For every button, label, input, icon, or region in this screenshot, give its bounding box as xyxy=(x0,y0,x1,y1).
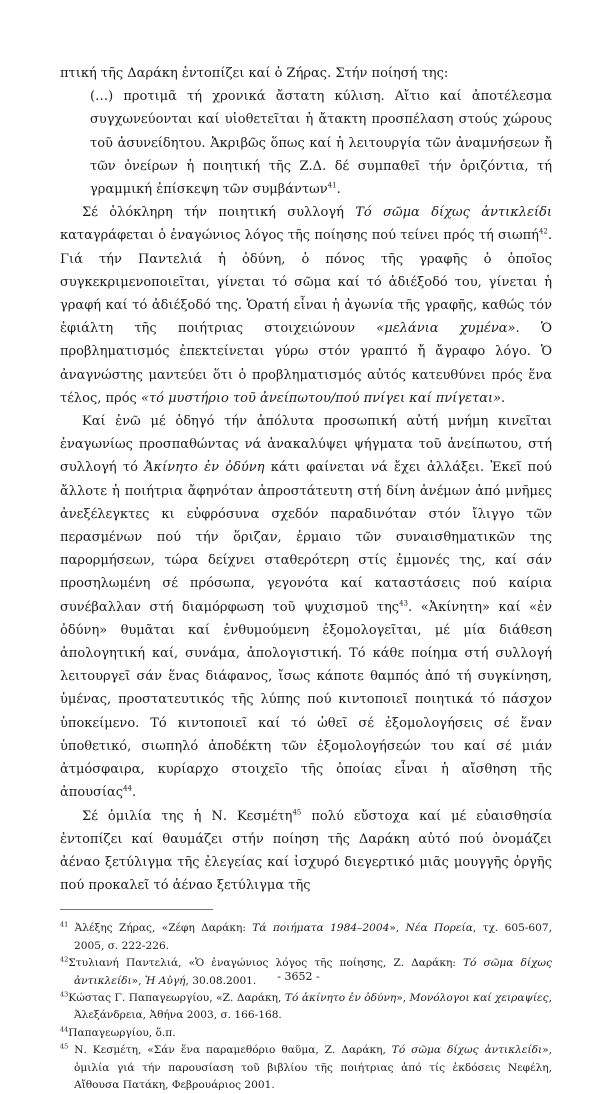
footnote-ref-44: 44 xyxy=(123,784,133,793)
footnote-ref-42: 42 xyxy=(538,228,548,237)
footnote-41: $^{41}$ Ἀλέξης Ζήρας, «Ζέφη Δαράκη: Τά ποιήματα 1984–2004», Νέα Πορεία, τχ. 605-607, 2005, σ. 222-226. xyxy=(60,920,552,952)
paragraph-continuation: πτική τῆς Δαράκη ἐντοπίζει καί ὁ Ζήρας. Στήν ποίησή της: xyxy=(60,66,449,81)
footnote-42: $^{42}$Στυλιανή Παντελιά, «Ὁ ἐναγώνιος λόγος τῆς ποίησης, Ζ. Δαράκη: Τό σῶμα δίχως ἀντικλείδι», Ἡ Αὐγή, 30.08.2001. xyxy=(60,955,552,987)
paragraph-2: Σέ ὁλόκληρη τήν ποιητική συλλογή Τό σῶμα δίχως ἀντικλείδι καταγράφεται ὁ ἐναγώνιος λόγος τῆς ποίησης πού τείνει πρός τή σιωπή$^{42}$. Γιά τήν Παντελιά ἡ ὀδύνη, ὁ πόνος τῆς γραφῆς ὁ ὁποῖος συγκεκριμενοποιεῖται, γίνεται τό σῶμα καί τό ἀδιέξοδό του, γίνεται ἡ γραφή καί τό ἀδιέξοδό της. Ὁρατή εἶναι ἡ ἀγωνία τῆς γραφῆς, καθώς τόν ἐφιάλτη τῆς ποιήτριας στοιχειώνουν «μελάνια χυμένα». Ὁ προβληματισμός ἐπεκτείνεται γύρω στόν γραπτό ἤ ἄγραφο λόγο. Ὁ ἀναγνώστης μαντεύει ὅτι ὁ προβληματισμός αὐτός κατευθύνει πρός ἕνα τέλος, πρός «τό μυστήριο τοῦ ἀνείπωτου/πού πνίγει καί πνίγεται». xyxy=(60,205,553,406)
page-number: - 3652 - xyxy=(277,970,320,983)
paragraph-4: Σέ ὁμιλία της ἡ Ν. Κεσμέτη$^{45}$ πολύ εὔστοχα καί μέ εὐαισθησία ἐντοπίζει καί θαυμάζει στήν ποίηση τῆς Δαράκη αὐτό πού ὀνομάζει ἀέναο ξετύλιγμα τῆς ἐλεγείας καί ἰσχυρό διεγερτικό μιᾶς μουγγῆς ὀργῆς πού προκαλεῖ τό ἀέναο ξετύλιγμα τῆς xyxy=(60,808,552,894)
footnote-divider xyxy=(60,909,213,910)
paragraph-3: Καί ἐνῶ μέ ὁδηγό τήν ἀπόλυτα προσωπική αὐτή μνήμη κινεῖται ἐναγωνίως προσπαθώντας νά ἀνακαλύψει ψήγματα τοῦ ἀνείπωτου, στή συλλογή τό Ἀκίνητο ἐν ὀδύνη κάτι φαίνεται νά ἔχει ἀλλάξει. Ἐκεῖ πού ἄλλοτε ἡ ποιήτρια ἄφηνόταν ἀπροστάτευτη στή δίνη ἀνέμων ἀπό μνῆμες ἀνεξέλεγκτες κι εὐφρόσυνα σχεδόν παραδινόταν στόν ἴλιγγο τῶν περασμένων πού τήν ὅριζαν, ἑρμαιο τῶν συναισθηματικῶν της παρορμήσεων, τώρα δείχνει σταθερότερη στίς ἐμμονές της, καί σάν προσηλωμένη σέ πρόσωπα, γεγονότα καί καταστάσεις πού καίρια συνέβαλλαν στή διαμόρφωση τοῦ ψυχισμοῦ της$^{43}$. «Ἀκίνητη» καί «ἐν ὀδύνη» θυμᾶται καί ἐνθυμούμενη ἐξομολογεῖται, μέ μία διάθεση ἀπολογητική καί, συνάμα, ἀπολογιστική. Τό κάθε ποίημα στή συλλογή λειτουργεῖ σάν ἕνας διάφανος, ἴσως κάποτε θαμπός ἀπό τή συγκίνηση, ὑμένας, προστατευτικός τῆς λύπης πού κιντοποιεῖ ποιητικά τό πάσχον ὑποκείμενο. Τό κιντοποιεῖ καί τό ὠθεῖ σέ ἐξομολογήσεις σέ ἕναν ὑποθετικό, σιωπηλό ἀποδέκτη τῶν ἐξομολογήσεών του καί σέ μιάν ἀτμόσφαιρα, κυρίαρχο στοιχεῖο τῆς ὁποίας εἶναι ἡ αἴσθηση τῆς ἀπουσίας$^{44}$. xyxy=(60,414,552,801)
footnote-ref-43: 43 xyxy=(399,599,408,608)
footnote-ref-41: 41 xyxy=(327,181,337,190)
block-quote: (…) προτιμᾶ τή χρονικά ἄστατη κύλιση. Αἴτιο καί ἀποτέλεσμα συγχωνεύονται καί υἱοθετεῖται ἡ ἄτακτη προσπέλαση στούς χώρους τοῦ ἀσυνείδητου. Ἀκριβῶς ὅπως καί ἡ λειτουργία τῶν ἀναμνήσεων ἤ τῶν ὀνείρων ἡ ποιητική τῆς Ζ.Δ. δέ συμπαθεῖ τήν ὁριζόντια, τή γραμμική ἐπίσκεψη τῶν συμβάντων$^{41}$. xyxy=(90,89,552,198)
footnote-45: $^{45}$ Ν. Κεσμέτη, «Σάν ἕνα παραμεθόριο θαῦμα, Ζ. Δαράκη, Τό σῶμα δίχως ἀντικλείδι», ὁμιλία γιά τήν παρουσίαση τοῦ βιβλίου τῆς ποιήτριας ἀπό τίς ἐκδόσεις Νεφέλη, Αἴθουσα Πατάκη, Φεβρουάριος 2001. xyxy=(60,1042,552,1091)
footnote-ref-45: 45 xyxy=(292,808,302,817)
footnote-43: $^{43}$Κώστας Γ. Παπαγεωργίου, «Ζ. Δαράκη, Τό ἀκίνητο ἐν ὀδύνη», Μονόλογοι καί χειραψίες, Ἀλεξάνδρεια, Ἀθήνα 2003, σ. 166-168. xyxy=(60,990,552,1022)
page-body xyxy=(60,62,552,1094)
footnote-44: $^{44}$Παπαγεωργίου, ὅ.π. xyxy=(60,1025,176,1039)
